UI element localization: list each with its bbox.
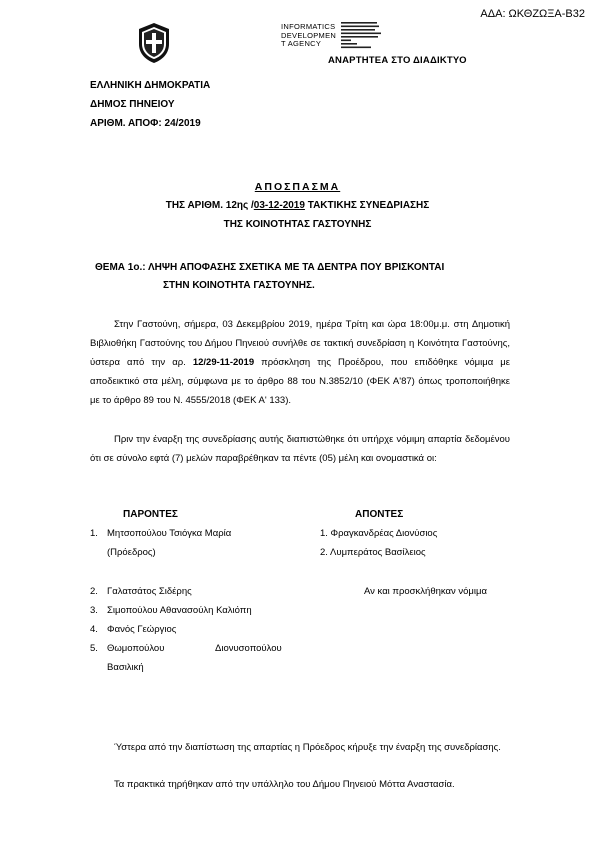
header-municipality: ΔΗΜΟΣ ΠΗΝΕΙΟΥ: [90, 99, 175, 110]
absent-header: ΑΠΟΝΤΕΣ: [355, 509, 404, 520]
publish-online-label: ΑΝΑΡΤΗΤΕΑ ΣΤΟ ΔΙΑΔΙΚΤΥΟ: [328, 55, 467, 66]
present-member-4: Φανός Γεώργιος: [107, 624, 177, 635]
paragraph-session-details: Στην Γαστούνη, σήμερα, 03 Δεκεμβρίου 2019, ημέρα Τρίτη και ώρα 18:00μ.μ. στη Δημοτική Βιβλιοθήκη Γαστούνης του Δήμου Πηνειού συνήλθε σε τακτική συνεδρίαση η Κοινότητα Γαστούνης, ύστερα από την αρ. 12/29-11-2019 πρόσκληση της Προέδρου, που επιδόθηκε νόμιμα με αποδεικτικό στα μέλη, σύμφωνα με το άρθρο 88 του Ν.3852/10 (ΦΕΚ Α'87) όπως τροποποιήθηκε με το άρθρο 89 του Ν. 4555/2018 (ΦΕΚ Α' 133).: [90, 319, 511, 406]
document-title: ΑΠΟΣΠΑΣΜΑ: [254, 181, 341, 193]
ada-code: ΑΔΑ: ΩΚΘΖΩΞΑ-Β32: [480, 8, 585, 20]
absent-member-2: 2. Λυμπεράτος Βασίλειος: [320, 547, 426, 558]
session-community: ΤΗΣ ΚΟΙΝΟΤΗΤΑΣ ΓΑΣΤΟΥΝΗΣ: [223, 219, 372, 230]
present-num-3: 3.: [90, 605, 98, 616]
present-num-5: 5.: [90, 643, 98, 654]
present-member-5-firstname: Βασιλική: [107, 662, 144, 673]
informatics-agency-label: INFORMATICS DEVELOPMEN T AGENCY: [281, 22, 337, 48]
header-republic: ΕΛΛΗΝΙΚΗ ΔΗΜΟΚΡΑΤΙΑ: [90, 80, 211, 91]
paragraph-minutes: Τα πρακτικά τηρήθηκαν από την υπάλληλο του Δήμου Πηνειού Μόττα Αναστασία.: [114, 779, 455, 790]
present-member-2: Γαλατσάτος Σιδέρης: [107, 586, 192, 597]
absent-member-1: 1. Φραγκανδρέας Διονύσιος: [320, 528, 438, 539]
paragraph-quorum: Πριν την έναρξη της συνεδρίασης αυτής διαπιστώθηκε ότι υπήρχε νόμιμη απαρτία δεδομένου ότι σε σύνολο εφτά (7) μελών παραβρέθηκαν τα πέντε (05) μέλη και ονομαστικά οι:: [90, 434, 510, 464]
subject-line-2: ΣΤΗΝ ΚΟΙΝΟΤΗΤΑ ΓΑΣΤΟΥΝΗΣ.: [163, 280, 315, 291]
session-line: ΤΗΣ ΑΡΙΘΜ. 12ης /03-12-2019 ΤΑΚΤΙΚΗΣ ΣΥΝΕΔΡΙΑΣΗΣ: [165, 200, 430, 211]
present-member-1: Μητσοπούλου Τσιόγκα Μαρία: [107, 528, 232, 539]
present-member-3: Σιμοπούλου Αθανασούλη Καλιόπη: [107, 605, 252, 616]
session-date: 03-12-2019: [253, 200, 305, 211]
digital-signature-stamp: [341, 22, 383, 56]
absent-note: Αν και προσκλήθηκαν νόμιμα: [364, 586, 487, 597]
present-member-1-role: (Πρόεδρος): [107, 547, 156, 558]
present-header: ΠΑΡΟΝΤΕΣ: [123, 509, 178, 520]
present-num-1: 1.: [90, 528, 98, 539]
present-num-4: 4.: [90, 624, 98, 635]
paragraph-opening: Ύστερα από την διαπίστωση της απαρτίας η Πρόεδρος κήρυξε την έναρξη της συνεδρίασης.: [114, 742, 501, 753]
subject-line-1: ΘΕΜΑ 1ο.: ΛΗΨΗ ΑΠΟΦΑΣΗΣ ΣΧΕΤΙΚΑ ΜΕ ΤΑ ΔΕΝΤΡΑ ΠΟΥ ΒΡΙΣΚΟΝΤΑΙ: [95, 262, 445, 273]
greek-coat-of-arms-icon: [136, 22, 172, 64]
header-decision-number: ΑΡΙΘΜ. ΑΠΟΦ: 24/2019: [90, 118, 201, 129]
present-num-2: 2.: [90, 586, 98, 597]
present-member-5: Θωμοπούλου: [107, 643, 165, 654]
present-member-5-surname: Διονυσοπούλου: [215, 643, 282, 654]
